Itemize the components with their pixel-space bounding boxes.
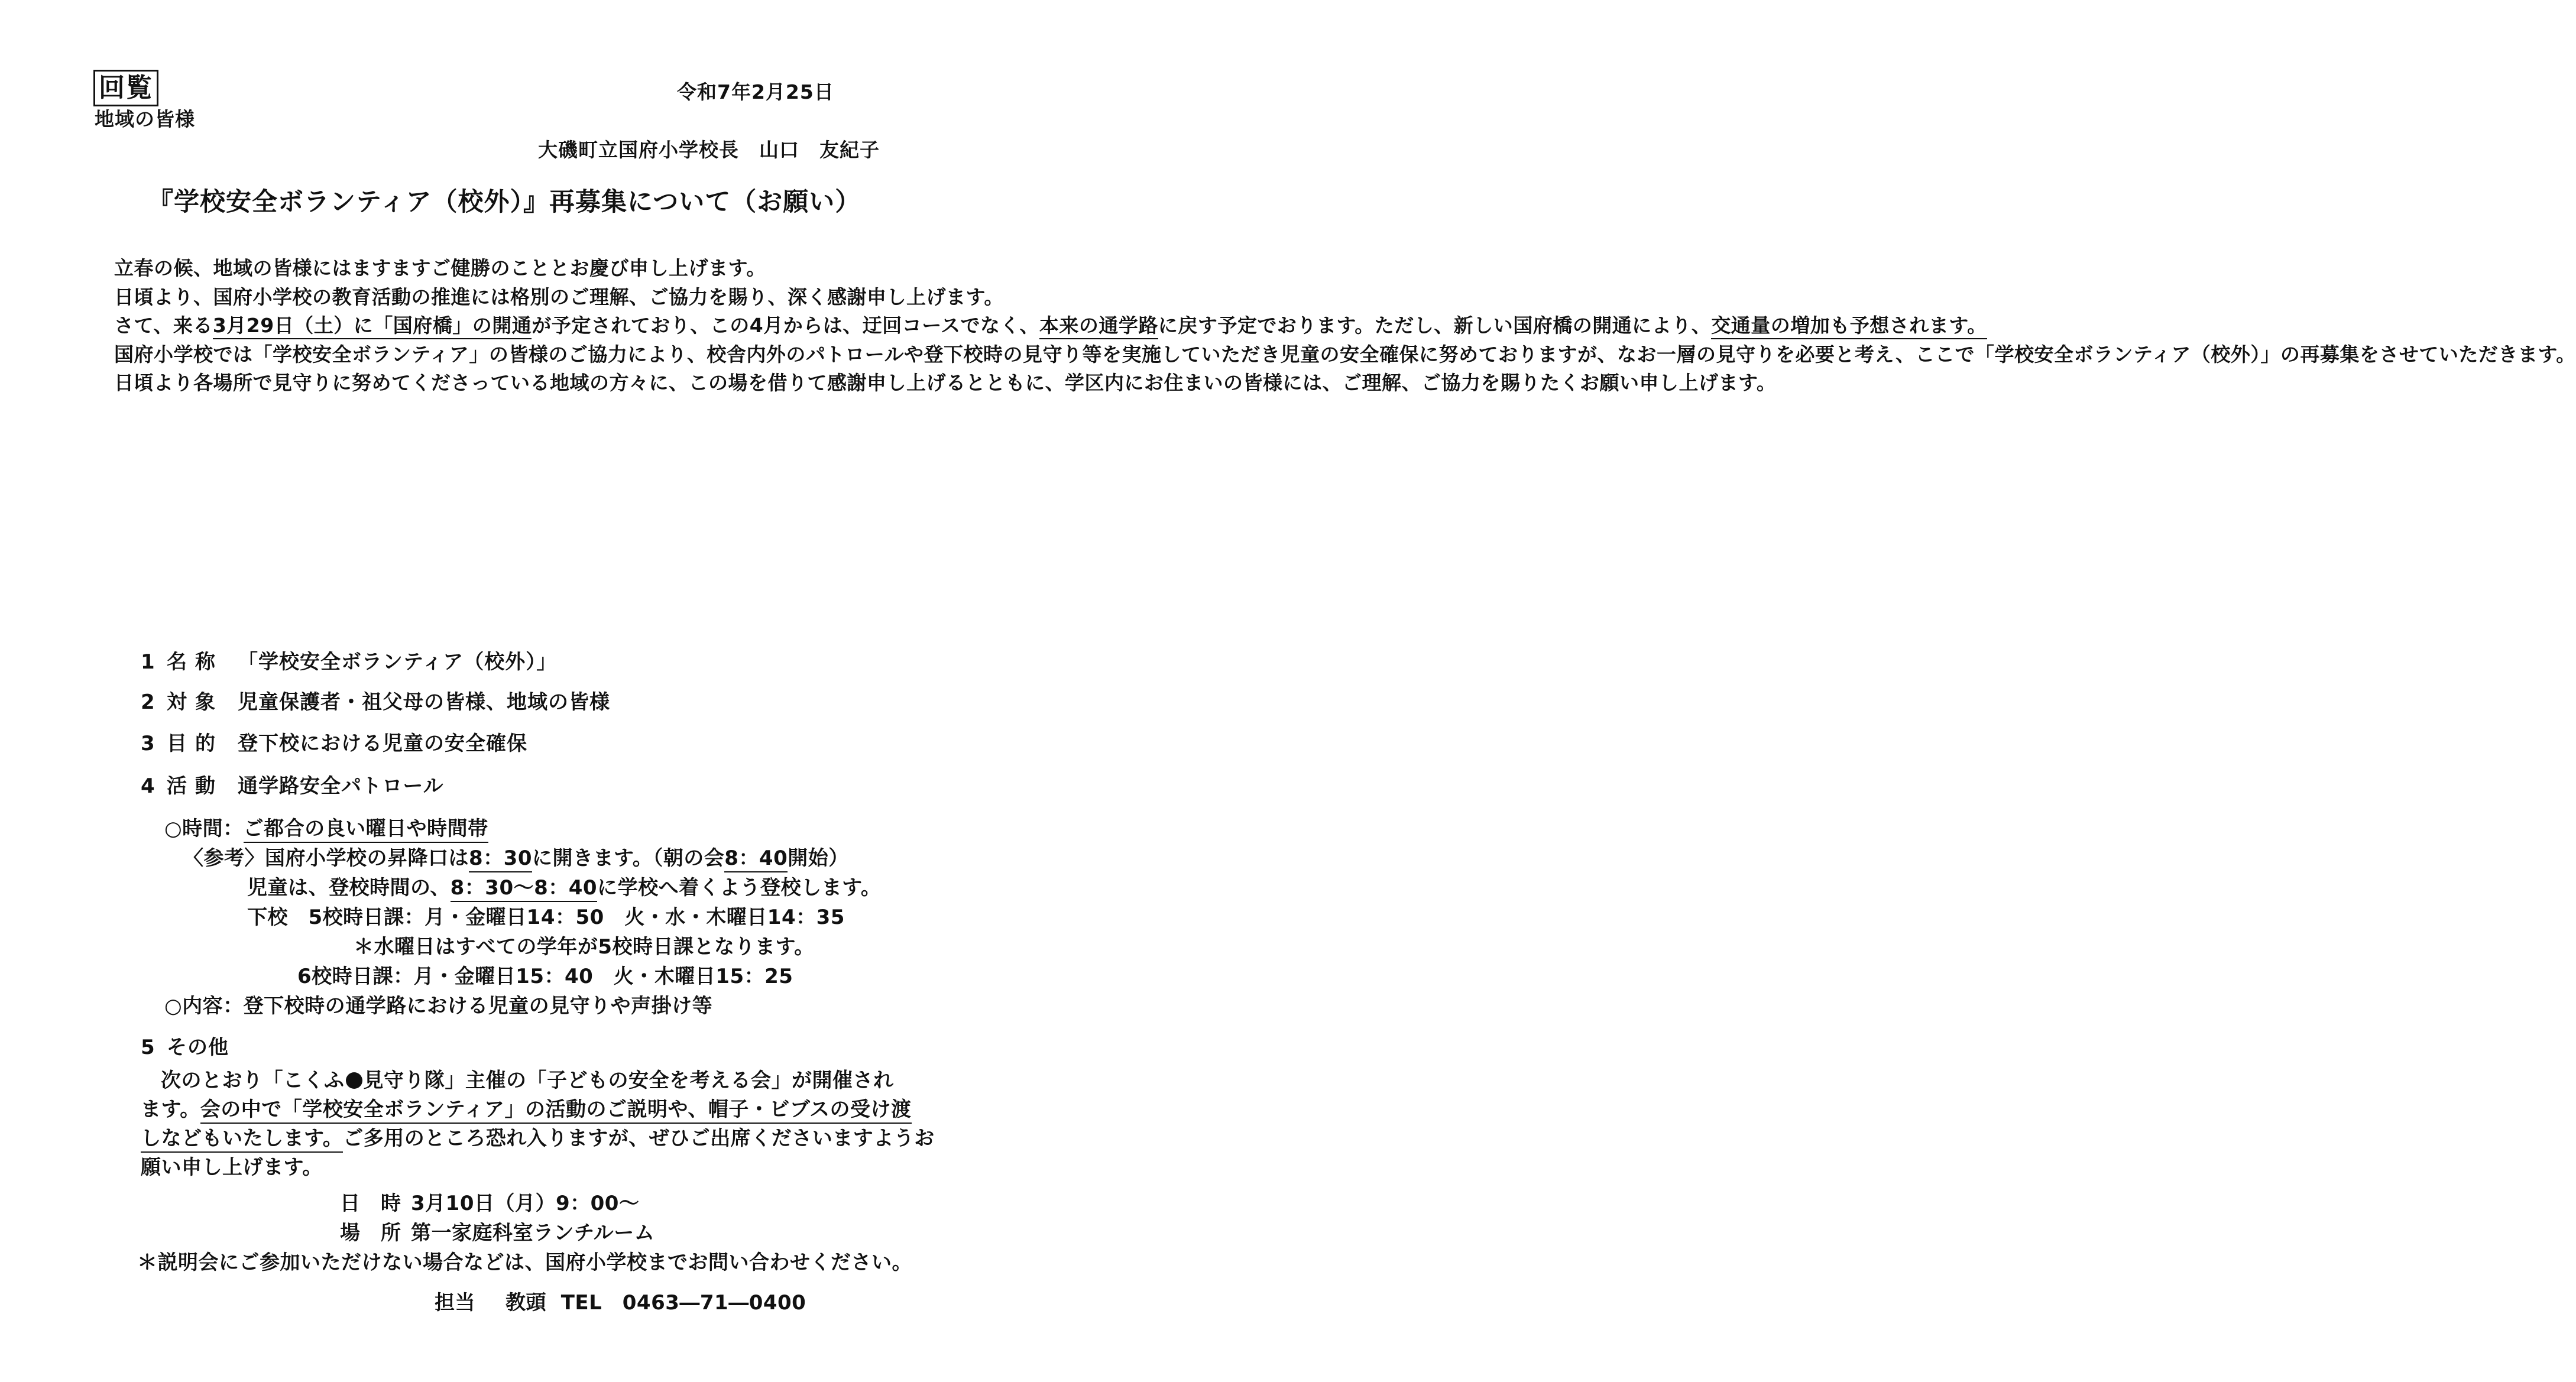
activity-wednesday-note: ＊水曜日はすべての学年が5校時日課となります。 bbox=[354, 935, 815, 959]
paragraph-request: 日頃より各場所で見守りに努めてくださっている地域の方々に、この場を借りて感謝申し上げるとともに、学区内にお住まいの皆様には、ご理解、ご協力を賜りたくお願い申し上げます。 bbox=[114, 371, 1777, 394]
circulation-stamp: 回覧 bbox=[93, 70, 158, 106]
other-line-4: 願い申し上げます。 bbox=[141, 1156, 323, 1179]
meeting-place: 場 所 第一家庭科室ランチルーム bbox=[340, 1221, 655, 1245]
underlined-bridge-opening: 3月29日（土）に「国府橋」の開通 bbox=[213, 314, 532, 339]
body-text bbox=[95, 254, 2576, 398]
contact: 担当 教頭 TEL 0463―71―0400 bbox=[435, 1291, 806, 1315]
item-purpose: 3 目的 登下校における児童の安全確保 bbox=[141, 732, 527, 755]
activity-reference: 〈参考〉国府小学校の昇降口は8：30に開きます。（朝の会8：40開始） bbox=[183, 842, 849, 871]
page-title: 『学校安全ボランティア（校外）』再募集について（お願い） bbox=[148, 187, 861, 217]
paragraph-bridge: さて、来る3月29日（土）に「国府橋」の開通が予定されており、この4月からは、迂回コースでなく、本来の通学路に戻す予定でおります。ただし、新しい国府橋の開通により、交通量の増加も予想されます。 bbox=[95, 312, 851, 340]
paragraph-thanks: 日頃より、国府小学校の教育活動の推進には格別のご理解、ご協力を賜り、深く感謝申し上げます。 bbox=[114, 285, 1004, 309]
other-line-3: しなどもいたします。ご多用のところ恐れ入りますが、ぜひご出席くださいますようお bbox=[141, 1122, 935, 1151]
document-date: 令和7年2月25日 bbox=[677, 80, 834, 103]
meeting-datetime: 日 時 3月10日（月）9：00～ bbox=[340, 1192, 640, 1215]
paragraph-volunteers: 国府小学校では「学校安全ボランティア」の皆様のご協力により、校舎内外のパトロールや登下校時の見守り等を実施していただき児童の安全確保に努めておりますが、なお一層の見守りを必要と考え、ここで「学校安全ボランティア（校外）」の再募集をさせていただきます。 bbox=[114, 342, 2576, 366]
recipient: 地域の皆様 bbox=[95, 108, 195, 131]
activity-time: ○時間：ご都合の良い曜日や時間帯 bbox=[164, 812, 488, 841]
other-line-1: 次のとおり「こくふ 見守り隊」主催の「子どもの安全を考える会」が開催され bbox=[161, 1069, 894, 1092]
activity-dismissal-6: 6校時日課：月・金曜日15：40 火・木曜日15：25 bbox=[297, 965, 793, 988]
activity-dismissal-5: 下校 5校時日課：月・金曜日14：50 火・水・木曜日14：35 bbox=[247, 906, 845, 929]
activity-arrival: 児童は、登校時間の、8：30～8：40に学校へ着くよう登校します。 bbox=[247, 871, 881, 900]
meeting-note: ＊説明会にご参加いただけない場合などは、国府小学校までお問い合わせください。 bbox=[137, 1251, 912, 1274]
sender: 大磯町立国府小学校長 山口 友紀子 bbox=[538, 138, 880, 161]
activity-content: ○内容：登下校時の通学路における児童の見守りや声掛け等 bbox=[164, 994, 713, 1018]
item-other: 5 その他 bbox=[141, 1036, 229, 1059]
item-activity: 4 活動 通学路安全パトロール bbox=[141, 774, 444, 798]
item-target: 2 対象 児童保護者・祖父母の皆様、地域の皆様 bbox=[141, 690, 610, 714]
other-line-2: ます。会の中で「学校安全ボランティア」の活動のご説明や、帽子・ビブスの受け渡 bbox=[141, 1093, 912, 1122]
underlined-traffic-increase: 交通量の増加も予想されます。 bbox=[1711, 314, 1987, 339]
item-name: 1 名称 「学校安全ボランティア（校外）」 bbox=[141, 650, 558, 674]
contact-phone: TEL 0463―71―0400 bbox=[560, 1291, 806, 1315]
paragraph-greeting: 立春の候、地域の皆様にはますますご健勝のこととお慶び申し上げます。 bbox=[114, 257, 766, 280]
persimmon-mark-icon bbox=[346, 1072, 362, 1089]
underlined-normal-route: 本来の通学路 bbox=[1039, 314, 1158, 339]
